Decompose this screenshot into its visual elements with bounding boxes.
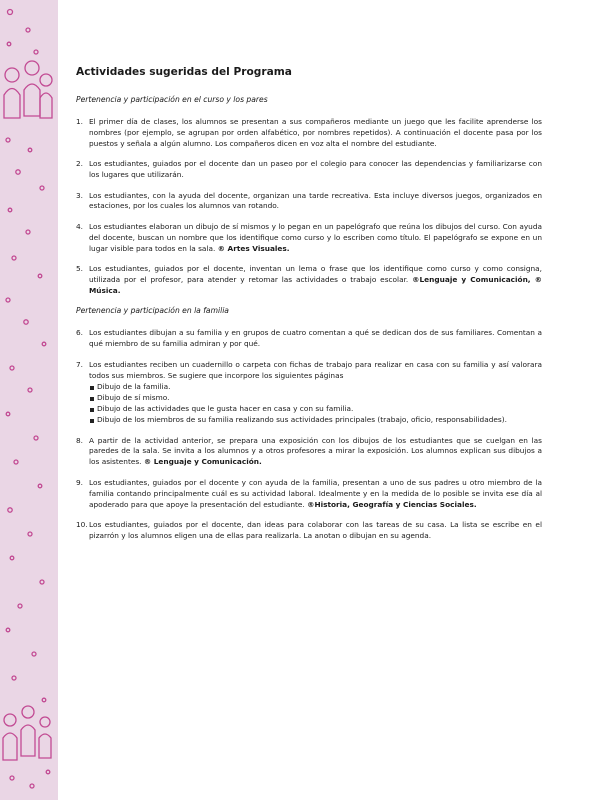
item-number: 8.: [76, 435, 84, 445]
item-number: 1.: [76, 117, 84, 126]
page-title: Actividades sugeridas del Programa: [76, 66, 292, 78]
item-text: Los estudiantes reciben un cuadernillo o carpeta con fichas de trabajo para realizar en casa con su familia y así valorara todos sus miembros. Se sugiere que incorpore los siguientes páginas: [89, 359, 542, 380]
bullet-item: Dibujo de los miembros de su familia realizando sus actividades principales (trabajo, oficio, responsabilidades).: [89, 415, 542, 426]
item-number: 5.: [76, 264, 84, 274]
activity-item: [76, 159, 542, 181]
activity-item: [76, 191, 542, 213]
item-number: 4.: [76, 221, 84, 231]
bullet-list: [89, 382, 542, 426]
item-text: Los estudiantes, con la ayuda del docente, organizan una tarde recreativa. Esta incluye diversos juegos, organizados en estaciones, por los cuales los alumnos van rotando.: [89, 190, 542, 211]
item-text: A partir de la actividad anterior, se prepara una exposición con los dibujos de los estudiantes que se cuelgan en las paredes de la sala. Se invita a los alumnos y a otros profesores a mirar la exposición. Los alumnos explican sus dibujos a los asistentes.: [89, 435, 542, 467]
item-text: Los estudiantes, guiados por el docente dan un paseo por el colegio para conocer las dependencias y familiarizarse con los lugares que utilizarán.: [89, 159, 542, 180]
subject-link-credit: ® Artes Visuales.: [217, 243, 290, 253]
item-number: 9.: [76, 477, 84, 487]
section-heading: Pertenencia y participación en la familia: [76, 306, 229, 316]
bullet-item: Dibujo de las actividades que le gusta hacer en casa y con su familia.: [89, 404, 542, 415]
item-number: 3.: [76, 190, 84, 200]
subject-link-credit: ®Historia, Geografía y Ciencias Sociales.: [307, 499, 477, 509]
item-text: Los estudiantes, guiados por el docente y con ayuda de la familia, presentan a uno de sus padres u otro miembro de la familia contando principalmente cuál es su actividad laboral. Idealmente y en la medida de lo posible se invita ese día al apoderado para que apoye la presentación del estudiante.: [89, 477, 542, 509]
sections-container: [76, 95, 542, 542]
item-number: 2.: [76, 159, 84, 169]
item-text: El primer día de clases, los alumnos se presentan a sus compañeros mediante un juego que les facilite aprenderse los nombres (por ejemplo, se agrupan por orden alfabético, por nombres repetidos). A continuación el docente pasa por los puestos y señala a algún alumno. Los compañeros dicen en voz alta el nombre del estudiante.: [89, 117, 542, 148]
activity-item: [76, 117, 542, 150]
kids-doodle-border-illustration: [0, 0, 58, 800]
decorative-sidebar: [0, 0, 58, 800]
bullet-item: Dibujo de la familia.: [89, 382, 542, 393]
document-body: [76, 66, 542, 551]
activity-list: [76, 328, 542, 542]
subject-link-credit: ®Lenguaje y Comunicación, ® Música.: [89, 274, 543, 295]
item-number: 10.: [76, 519, 88, 529]
activity-item: [76, 264, 542, 297]
activity-item: [76, 222, 542, 255]
item-number: 6.: [76, 328, 84, 338]
item-number: 7.: [76, 359, 84, 369]
activity-item: [76, 360, 542, 426]
subject-link-credit: ® Lenguaje y Comunicación.: [143, 457, 262, 467]
activity-item: [76, 328, 542, 350]
item-text: Los estudiantes elaboran un dibujo de sí mismos y lo pegan en un papelógrafo que reúna los dibujos del curso. Con ayuda del docente, buscan un nombre que los identifique como curso y lo escriben como título. El papelógrafo se expone en un lugar visible para todos en la sala.: [89, 221, 542, 253]
item-text: Los estudiantes, guiados por el docente, dan ideas para colaborar con las tareas de su casa. La lista se escribe en el pizarrón y los alumnos eligen una de ellas para realizarla. La anotan o dibujan en su agenda.: [89, 519, 542, 540]
item-text: Los estudiantes dibujan a su familia y en grupos de cuatro comentan a qué se dedican dos de sus familiares. Comentan a qué miembro de su familia admiran y por qué.: [89, 328, 542, 349]
bullet-item: Dibujo de sí mismo.: [89, 393, 542, 404]
item-text: Los estudiantes, guiados por el docente, inventan un lema o frase que los identifique como curso y como consigna, utilizada por el profesor, para atender y retomar las actividades o trabajo escolar.: [89, 264, 542, 284]
activity-item: [76, 520, 542, 542]
section-heading: Pertenencia y participación en el curso y los pares: [76, 95, 268, 104]
activity-item: [76, 478, 542, 511]
activity-item: [76, 436, 542, 469]
activity-list: [76, 117, 542, 297]
